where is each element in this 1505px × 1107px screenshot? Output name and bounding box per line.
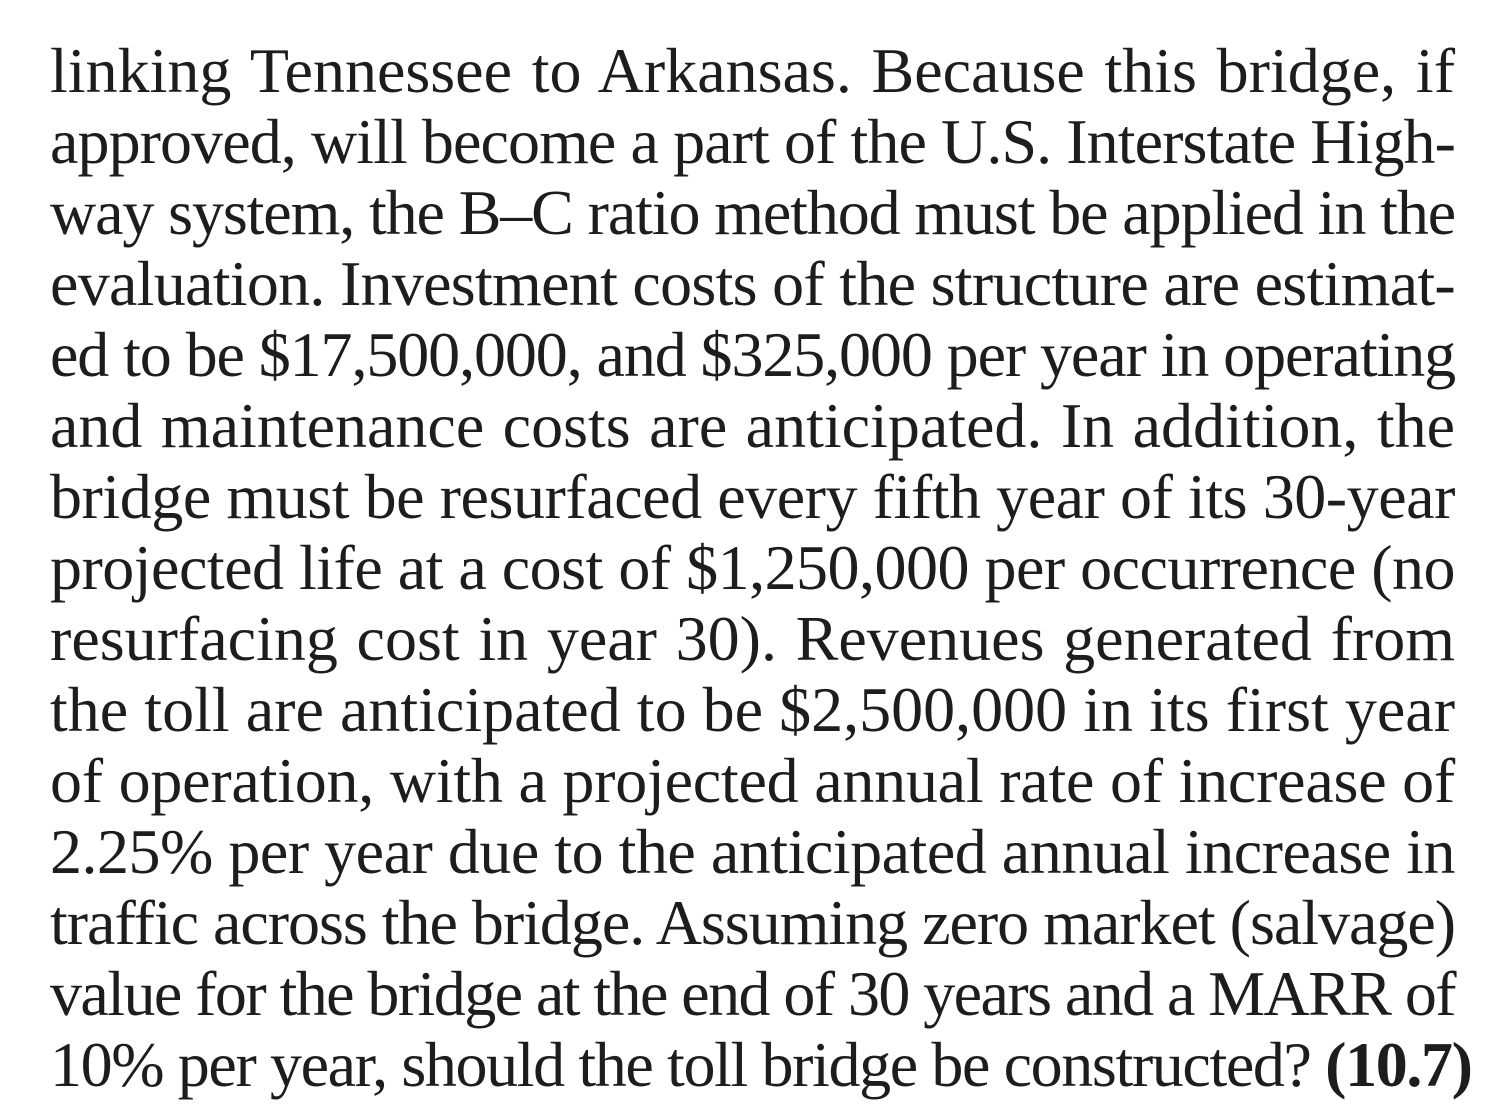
text-line-last — [50, 1029, 1472, 1101]
text-line: linking Tennessee to Arkansas. Because this bridge, if — [50, 35, 1455, 106]
text-line: evaluation. Investment costs of the structure are estimat- — [50, 248, 1456, 319]
text-line: resurfacing cost in year 30). Revenues generated from — [50, 603, 1455, 674]
text-line: 2.25% per year due to the anticipated annual increase in — [50, 816, 1456, 887]
text-line: approved, will become a part of the U.S. Interstate High- — [50, 106, 1456, 177]
text-line: the toll are anticipated to be $2,500,000 in its first year — [50, 674, 1455, 745]
text-line: bridge must be resurfaced every fifth year of its 30-year — [50, 461, 1456, 532]
text-line: ed to be $17,500,000, and $325,000 per year in operating — [50, 319, 1456, 390]
section-reference: (10.7) — [1325, 1029, 1472, 1100]
text-line: of operation, with a projected annual rate of increase of — [50, 745, 1456, 816]
text-line: way system, the B–C ratio method must be applied in the — [50, 177, 1456, 248]
text-line: value for the bridge at the end of 30 years and a MARR of — [50, 958, 1456, 1029]
last-line-text: 10% per year, should the toll bridge be constructed? — [50, 1029, 1311, 1100]
text-line: and maintenance costs are anticipated. In addition, the — [50, 390, 1455, 461]
text-line: projected life at a cost of $1,250,000 per occurrence (no — [50, 532, 1456, 603]
text-line: traffic across the bridge. Assuming zero market (salvage) — [50, 887, 1456, 958]
